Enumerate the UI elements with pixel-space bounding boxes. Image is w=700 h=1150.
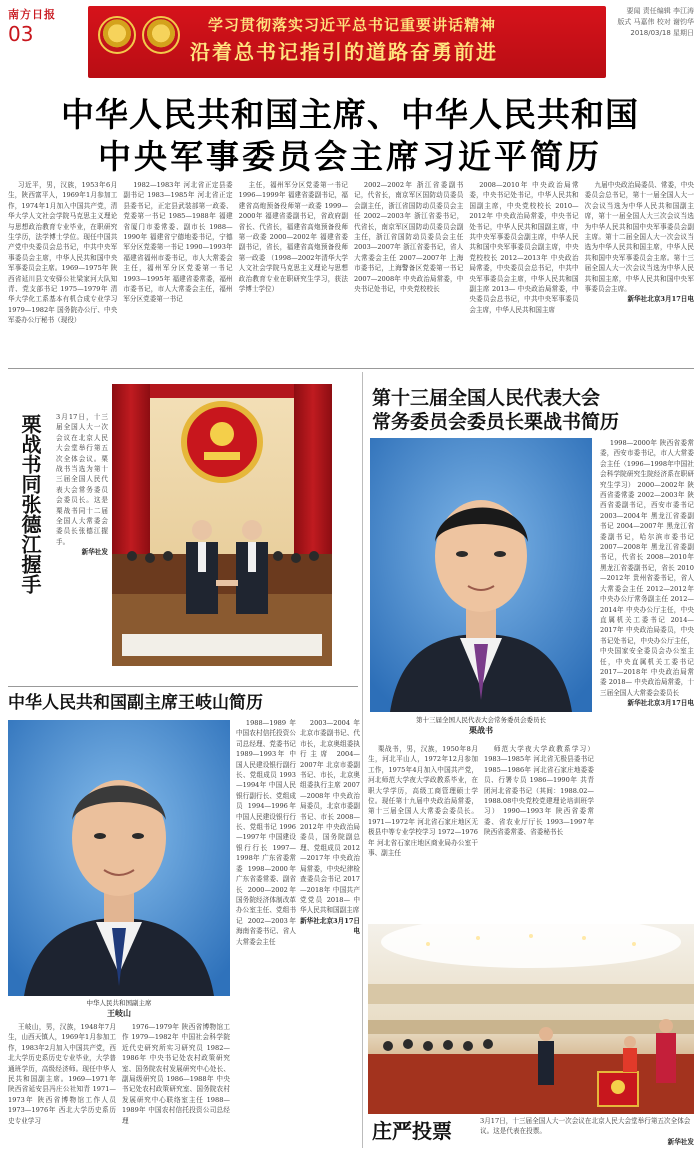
li-photo-caption	[370, 715, 592, 735]
banner-line-2: 沿着总书记指引的道路奋勇前进	[190, 40, 498, 64]
bio-column	[239, 180, 348, 358]
bio-text: 1988—1989年 中国农村信托投资公司总经理、党委书记 1989—1993年 中国人民建设银行副行长、党组成员 1993—1994年 中国人民银行副行长、党组成员 1994—1996年 中国人民建设银行行长、党组书记 1996—1997年 中国建设银行行长 1997—1998年 广东省委常委 1998—2000年 广东省委常委、副省长 2000—2002年 国务院经济体制改革办公室主任、党组书记 2002—2003年 海南省委书记、省人大常委会主任	[236, 719, 296, 946]
bio-text: 王岐山，男，汉族，1948年7月生，山西天镇人，1969年1月参加工作，1983年2月加入中国共产党，西北大学历史系历史专业毕业，大学普通班学历，高级经济师。现任中华人民共和国副主席。1969—1971年 陕西省延安县冯庄公社知青 1971—1973年 陕西省博物馆工作人员 1973—1976年 西北大学历史系历史专业学习	[8, 1023, 116, 1125]
party-emblem-icon	[98, 16, 136, 54]
wang-bio-columns	[8, 1022, 230, 1146]
bio-column	[469, 180, 578, 358]
bio-text: 师范大学夜大学政教系学习） 1983—1985年 河北省无极县委书记 1985—1986年 河北省石家庄地委委员、行署专员 1986—1990年 共青团河北省委书记（其间：1988.02—1988.08中央党校党建理论培训班学习） 1990—1993年 陕西省委常委、省农业厅厅长 1993—1997年 陕西省委常委、省委秘书长	[484, 745, 594, 837]
wang-bio-title: 中华人民共和国副主席王岐山简历	[8, 693, 263, 713]
li-title-line-1: 第十三届全国人民代表大会	[372, 387, 601, 409]
bio-column	[300, 718, 360, 1146]
photo-credit: 新华社发	[81, 548, 108, 557]
bio-column	[236, 718, 296, 1146]
paper-name: 南方日报	[8, 8, 56, 21]
main-headline	[0, 94, 700, 178]
bio-text: 2002—2002年 浙江省委副书记，代省长，南京军区国防动员委员会副主任，浙江省国防动员委员会主任 2002—2003年 浙江省委书记，代省长，南京军区国防动员委员会副主任，浙江省国防动员委员会主任 2003—2007年 浙江省委书记，省人大常委会主任 2007—2007年 上海市委书记，上海警备区党委第一书记 2007—2008年 中央政治局常委，中央书记处书记，中央党校校长	[353, 181, 464, 294]
page-number: 03	[8, 22, 34, 46]
wang-photo-name: 王岐山	[107, 1008, 131, 1018]
li-bio-right-column	[600, 438, 694, 918]
bio-text: 1976—1979年 陕西省博物馆工作 1979—1982年 中国社会科学院近代史研究所实习研究员 1982—1986年 中央书记处农村政策研究室、国务院农村发展研究中心处长、副局级研究员 1986—1988年 中央书记处农村政策研究室、国务院农村发展研究中心联络室主任 1988—1989年 中国农村信托投资公司总经理	[122, 1023, 230, 1125]
li-portrait-photo	[370, 438, 592, 712]
li-bio-title	[372, 386, 692, 434]
banner-line-1: 学习贯彻落实习近平总书记重要讲话精神	[208, 16, 497, 34]
voting-title: 庄严投票	[372, 1119, 452, 1143]
bio-column	[122, 1022, 230, 1146]
bio-column	[8, 1022, 116, 1146]
bio-text: 习近平，男，汉族，1953年6月生，陕西富平人，1969年1月参加工作，1974年1月加入中国共产党，清华大学人文社会学院马克思主义理论与思想政治教育专业毕业，在职研究生学历，法学博士学位。现任中国共产党中央委员会总书记，中共中央军事委员会主席，中华人民共和国中央军事委员会主席。1969—1975年 陕西省延川县文安驿公社梁家河大队知青、党支部书记 1975—1979年 清华大学化工系基本有机合成专业学习 1979—1982年 国务院办公厅、中央军委办公厅秘书（现役）	[8, 181, 118, 325]
bio-column	[484, 744, 594, 920]
handshake-photo	[112, 384, 332, 666]
li-photo-name: 栗战书	[469, 725, 493, 735]
voting-photo	[368, 924, 694, 1114]
bio-column	[354, 180, 463, 358]
section-divider	[8, 686, 358, 687]
li-bio-columns	[368, 744, 594, 920]
headline-line-1: 中华人民共和国主席、中华人民共和国	[61, 95, 639, 134]
bio-column	[585, 180, 694, 358]
li-title-line-2: 常务委员会委员长栗战书简历	[372, 411, 620, 433]
caption-text: 3月17日，十三届全国人大一次会议在北京人民大会堂举行第五次全体会议。栗战书当选为第十三届全国人民代表大会常务委员会委员长。这是栗战书同十二届全国人大常委会委员长张德江握手。	[56, 413, 108, 546]
national-emblem-icon	[142, 16, 180, 54]
caption-text: 3月17日，十三届全国人大一次会议在北京人民大会堂举行第五次全体会议。这是代表在投票。	[480, 1117, 691, 1136]
xinhua-credit: 新华社北京3月17日电	[300, 916, 360, 935]
bio-text: 九届中央政治局委员、常委，中央委员会总书记，第十一届全国人大一次会议当选为中华人民共和国副主席，第十一届全国人大三次会议当选为中华人民共和国中央军事委员会副主席。第十二届全国人大一次会议当选为中华人民共和国主席，中华人民共和国中央军事委员会主席。第十三届全国人大一次会议当选为中华人民共和国主席，中华人民共和国中央军事委员会主席。	[584, 181, 694, 294]
slogan-banner	[88, 6, 606, 78]
voting-caption	[480, 1116, 694, 1147]
bio-column	[8, 180, 117, 358]
issue-date: 2018/03/18 星期日	[630, 29, 694, 37]
handshake-caption	[56, 412, 108, 612]
xinhua-credit: 新华社北京3月17日电	[627, 295, 694, 304]
handshake-title: 栗战书同张德江握手	[18, 414, 42, 594]
masthead	[0, 0, 700, 90]
bio-text: 1998—2000年 陕西省委常委，西安市委书记，市人大常委会主任（1996—1998年中国社会科学院研究生院经济系在职研究生学习） 2000—2002年 陕西省委常委 2002—2003年 陕西省委副书记，西安市委书记 2003—2004年 黑龙江省委副书记 2004—2007年 黑龙江省委副书记，哈尔滨市委书记 2007—2008年 黑龙江省委副书记，代省长 2008—2010年 黑龙江省委副书记，省长 2010—2012年 贵州省委书记，省人大常委会主任 2012—2012年 中央办公厅常务副主任 2012—2014年 中央办公厅主任，中央直属机关工委书记 2014—2017年 中央政治局委员，中央书记处书记，中央办公厅主任，中央国家安全委员会办公室主任，中央直属机关工委书记 2017—2018年 中央政治局常委 2018— 中央政治局常委，十三届全国人大常委会委员长	[600, 439, 694, 697]
li-photo-role: 第十三届全国人民代表大会常务委员会委员长	[416, 716, 546, 724]
bio-text: 1982—1983年 河北省正定县委副书记 1983—1985年 河北省正定县委书记，正定县武装部第一政委、党委第一书记 1985—1988年 福建省厦门市委常委、副市长 1988—1990年 福建省宁德地委书记，宁德军分区党委第一书记 1990—1993年 福建省福州市委书记，市人大常委会主任，福州军分区党委第一书记 1993—1995年 福建省委常委，福州市委书记，市人大常委会主任，福州军分区党委第一书记	[123, 181, 233, 304]
headline-line-2: 中央军事委员会主席习近平简历	[98, 137, 602, 176]
xinhua-credit: 新华社北京3月17日电	[627, 699, 694, 708]
page-meta	[606, 6, 694, 39]
editor-line: 要闻 责任编辑 李江涛	[626, 7, 694, 15]
photo-credit: 新华社发	[667, 1137, 694, 1146]
bio-column	[368, 744, 478, 920]
bio-text: 2003—2004年 北京市委副书记、代市长，北京奥组委执行主席 2004—2007年 北京市委副书记、市长，北京奥组委执行主席 2007—2008年 中央政治局委员，北京市委副书记、市长 2008—2012年 中央政治局委员，国务院副总理、党组成员 2012—2017年 中央政治局常委，中央纪律检查委员会书记 2017—2018年 中国共产党党员 2018— 中华人民共和国副主席	[300, 719, 360, 915]
wang-bio-right-columns	[236, 718, 360, 1146]
bio-text: 2008—2010年 中央政治局常委，中央书记处书记，中华人民共和国副主席，中央党校校长 2010—2012年 中央政治局常委，中央书记处书记，中华人民共和国副主席，中共中央军事委员会副主席，中华人民共和国中央军事委员会副主席，中央党校校长 2012—2013年 中央政治局常委，中央委员会总书记，中共中央军事委员会主席，中华人民共和国副主席 2013— 中央政治局常委，中央委员会总书记，中共中央军事委员会主席，中华人民共和国主席	[469, 181, 579, 314]
bio-text: 主任，福州军分区党委第一书记 1996—1999年 福建省委副书记，福建省高炮预备役师第一政委 1999—2000年 福建省委副书记，省政府副省长、代省长，福建省高炮预备役师第一政委 2000—2002年 福建省委副书记，省长，福建省高炮预备役师第一政委 （1998—2002年清华大学人文社会学院马克思主义理论与思想政治教育专业在职研究生学习，获法学博士学位）	[238, 181, 348, 294]
layout-proof-line: 版式 马嘉伟 校对 谢钧华	[617, 18, 694, 26]
column-divider	[362, 372, 363, 1148]
bio-text: 栗战书，男，汉族，1950年8月生，河北平山人，1972年12月参加工作，1975年4月加入中国共产党，河北师范大学夜大学政教系毕业，在职大学学历，高级工商管理硕士学位。现任第十九届中央政治局常委，第十三届全国人大常委会委员长。1971—1972年 河北省石家庄地区无极县中等专业学校学习 1972—1976年 河北省石家庄地区商业局办公室干事、副主任	[368, 745, 478, 858]
xi-biography	[8, 180, 694, 358]
bio-column	[123, 180, 232, 358]
section-divider	[8, 368, 694, 369]
wang-photo-caption	[8, 998, 230, 1018]
wang-portrait-photo	[8, 720, 230, 996]
wang-photo-role: 中华人民共和国副主席	[86, 999, 152, 1007]
